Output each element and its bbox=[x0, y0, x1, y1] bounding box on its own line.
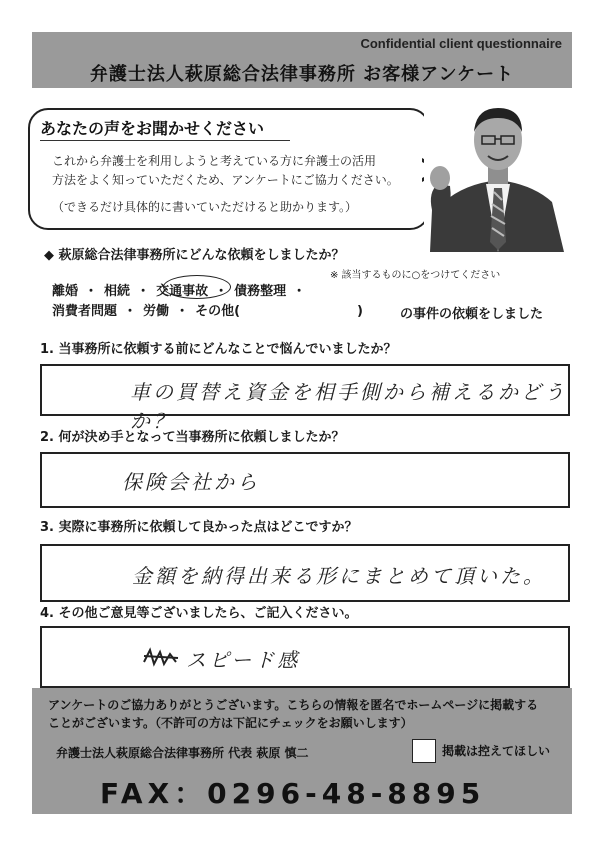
request-options-line-2: 消費者問題 ・ 労働 ・ その他( ) bbox=[52, 304, 363, 319]
question-3-answer: 金額を納得出来る形にまとめて頂いた。 bbox=[132, 564, 546, 588]
header-subtitle: Confidential client questionnaire bbox=[360, 36, 562, 51]
intro-heading: あなたの声をお聞かせください bbox=[40, 119, 265, 138]
intro-text-line-2: 方法をよく知っていただくため、アンケートにご協力ください。 bbox=[52, 173, 399, 187]
intro-heading-underline bbox=[40, 140, 290, 141]
question-4-answer: スピード感 bbox=[186, 648, 301, 672]
question-3-answer-box[interactable] bbox=[40, 544, 570, 602]
question-2-answer: 保険会社から bbox=[122, 470, 260, 494]
no-publish-label: 掲載は控えてほしい bbox=[442, 744, 551, 758]
question-1-answer-box[interactable] bbox=[40, 364, 570, 433]
intro-text-line-1: これから弁護士を利用しようと考えている方に弁護士の活用 bbox=[52, 154, 377, 168]
footer-notice-line-2: ことがございます。（不許可の方は下記にチェックをお願いします） bbox=[48, 716, 413, 730]
fax-number: FAX：0296-48-8895 bbox=[100, 777, 486, 810]
intro-text-line-3: （できるだけ具体的に書いていただけると助かります。） bbox=[52, 200, 358, 214]
question-2-answer-box[interactable] bbox=[40, 452, 570, 508]
question-4-answer-box[interactable] bbox=[40, 626, 570, 688]
request-type-question: ◆ 萩原総合法律事務所にどんな依頼をしましたか？ bbox=[44, 248, 345, 263]
question-3-label: 3. 実際に事務所に依頼して良かった点はどこですか？ bbox=[40, 520, 358, 535]
question-4-label: 4. その他ご意見等ございましたら、ご記入ください。 bbox=[40, 606, 358, 621]
question-1-label: 1. 当事務所に依頼する前にどんなことで悩んでいましたか？ bbox=[40, 342, 397, 357]
request-options-line-1: 離婚 ・ 相続 ・ 交通事故 ・ 債務整理 ・ bbox=[52, 284, 306, 299]
request-type-note: ※ 該当するものに○をつけてください bbox=[330, 270, 501, 281]
request-suffix: の事件の依頼をしました bbox=[400, 307, 544, 322]
lawyer-photo bbox=[424, 92, 572, 252]
selected-option-circle[interactable] bbox=[163, 275, 231, 299]
question-1-answer: 車の買替え資金を相手側から補えるかどうか？ bbox=[130, 380, 567, 433]
firm-representative: 弁護士法人萩原総合法律事務所 代表 萩原 慎二 bbox=[56, 746, 309, 760]
question-2-label: 2. 何が決め手となって当事務所に依頼しましたか？ bbox=[40, 430, 345, 445]
scribble-mark-icon bbox=[142, 646, 180, 668]
footer-notice-line-1: アンケートのご協力ありがとうございます。こちらの情報を匿名でホームページに掲載する bbox=[48, 698, 539, 712]
page-title: 弁護士法人萩原総合法律事務所 お客様アンケート bbox=[89, 64, 515, 85]
no-publish-checkbox[interactable] bbox=[412, 739, 436, 763]
